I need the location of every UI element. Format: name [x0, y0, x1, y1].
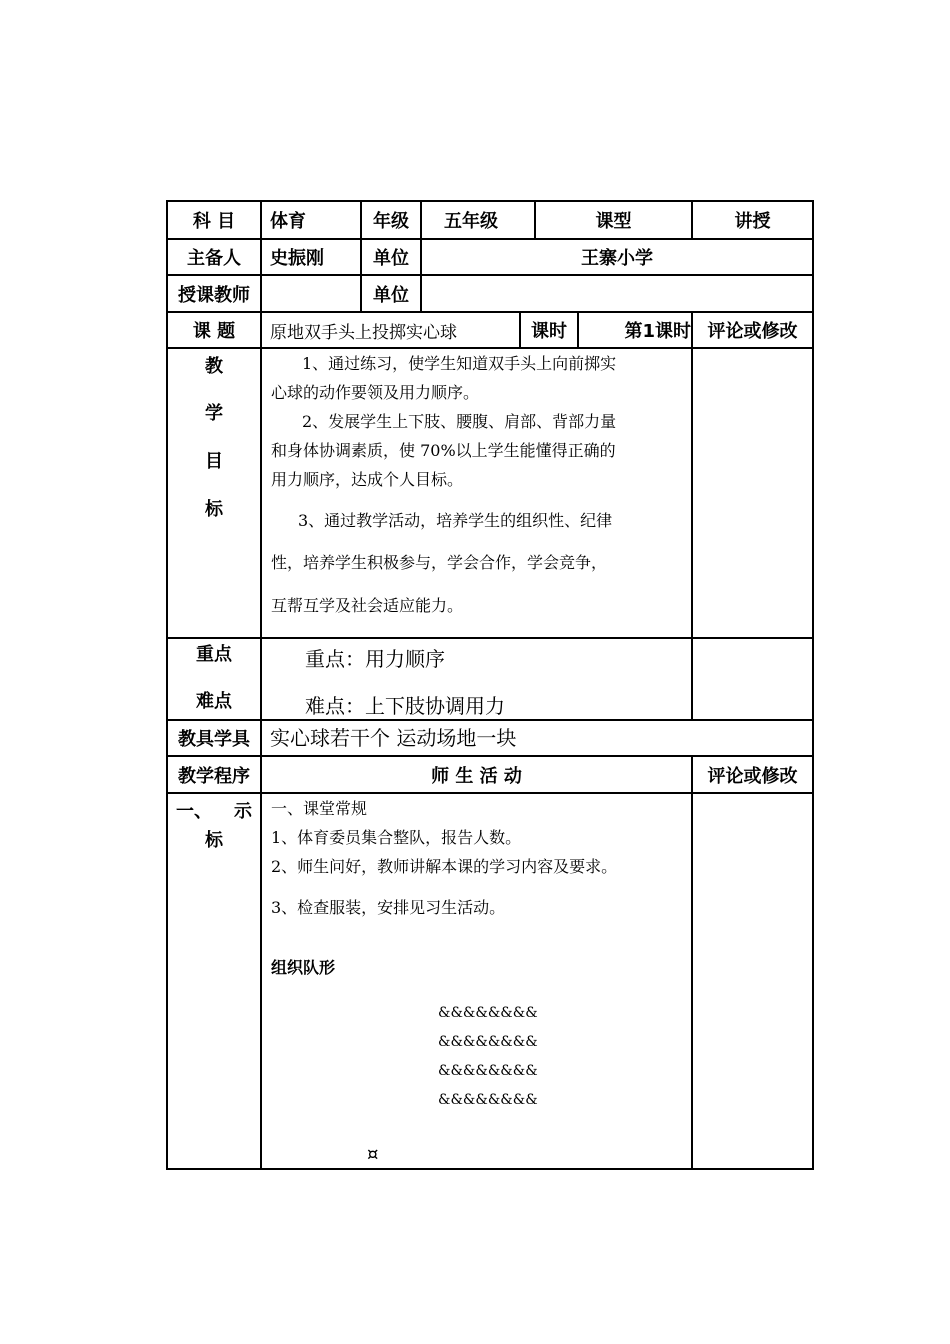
teacher-value — [262, 276, 368, 311]
objectives-label-char: 教 — [205, 356, 223, 377]
teacher-label: 授课教师 — [178, 284, 250, 306]
objective-line: 性，培养学生积极参与，学会合作，学会竞争， — [271, 553, 608, 572]
table-border-right — [812, 200, 814, 1170]
lesson-type-label: 课型 — [595, 211, 632, 232]
procedure-line: 一、课堂常规 — [271, 799, 368, 818]
section1-label-part: 标 — [205, 830, 223, 851]
col-divider — [691, 755, 693, 1170]
planner-label: 主备人 — [187, 248, 241, 269]
objectives-label-char: 标 — [205, 499, 223, 520]
equipment-label: 教具学具 — [178, 729, 250, 750]
difficulty-label: 难点 — [196, 691, 232, 712]
lesson-type-value: 讲授 — [734, 211, 771, 232]
procedure-line: 3、检查服装，安排见习生活动。 — [271, 898, 506, 917]
formation-row: &&&&&&&& — [438, 1005, 538, 1021]
formation-row: &&&&&&&& — [438, 1034, 538, 1050]
period-value: 第1课时 — [624, 321, 691, 342]
unit2-value — [422, 276, 812, 311]
procedure-label: 教学程序 — [178, 765, 250, 787]
topic-label: 课 题 — [192, 321, 236, 342]
objective-line: 心球的动作要领及用力顺序。 — [271, 383, 480, 402]
objectives-label-char: 目 — [205, 451, 223, 472]
equipment-value: 实心球若干个 运动场地一块 — [270, 725, 517, 750]
activities-label: 师 生 活 动 — [431, 765, 522, 787]
row-divider — [166, 637, 814, 639]
objective-line: 互帮互学及社会适应能力。 — [271, 596, 464, 615]
subject-value: 体育 — [270, 211, 306, 232]
objective-line: 1、通过练习，使学生知道双手头上向前掷实 — [302, 354, 617, 373]
unit-value: 王寨小学 — [581, 248, 653, 269]
section1-label-part: 一、 — [176, 801, 212, 822]
topic-value: 原地双手头上投掷实心球 — [270, 322, 457, 343]
formation-row: &&&&&&&& — [438, 1063, 538, 1079]
objectives-label-char: 学 — [205, 403, 223, 424]
col-divider — [691, 311, 693, 719]
section1-label-part: 示 — [234, 801, 252, 822]
objective-line: 和身体协调素质，使 70%以上学生能懂得正确的 — [271, 441, 616, 460]
row-divider — [166, 792, 814, 794]
comment-label: 评论或修改 — [707, 321, 798, 342]
objective-line: 2、发展学生上下肢、腰腹、肩部、背部力量 — [302, 412, 617, 431]
formation-row: &&&&&&&& — [438, 1092, 538, 1108]
period-label: 课时 — [531, 321, 567, 342]
procedure-comment-label: 评论或修改 — [707, 765, 798, 787]
table-border-bottom — [166, 1168, 814, 1170]
objective-line: 3、通过教学活动，培养学生的组织性、纪律 — [298, 511, 613, 530]
key-point-text: 重点：用力顺序 — [305, 647, 445, 671]
unit2-label: 单位 — [373, 284, 409, 306]
unit-label: 单位 — [373, 248, 409, 269]
formation-title: 组织队形 — [271, 958, 336, 977]
difficulty-text: 难点：上下肢协调用力 — [305, 694, 505, 718]
key-points-label: 重点 — [196, 644, 232, 665]
subject-label: 科 目 — [192, 211, 236, 232]
procedure-line: 1、体育委员集合整队，报告人数。 — [271, 828, 522, 847]
objective-line: 用力顺序，达成个人目标。 — [271, 470, 464, 489]
teacher-position-icon: ¤ — [367, 1144, 379, 1165]
grade-value: 五年级 — [444, 211, 498, 232]
planner-value: 史振刚 — [270, 248, 324, 269]
procedure-line: 2、师生问好，教师讲解本课的学习内容及要求。 — [271, 857, 618, 876]
grade-label: 年级 — [373, 211, 409, 232]
